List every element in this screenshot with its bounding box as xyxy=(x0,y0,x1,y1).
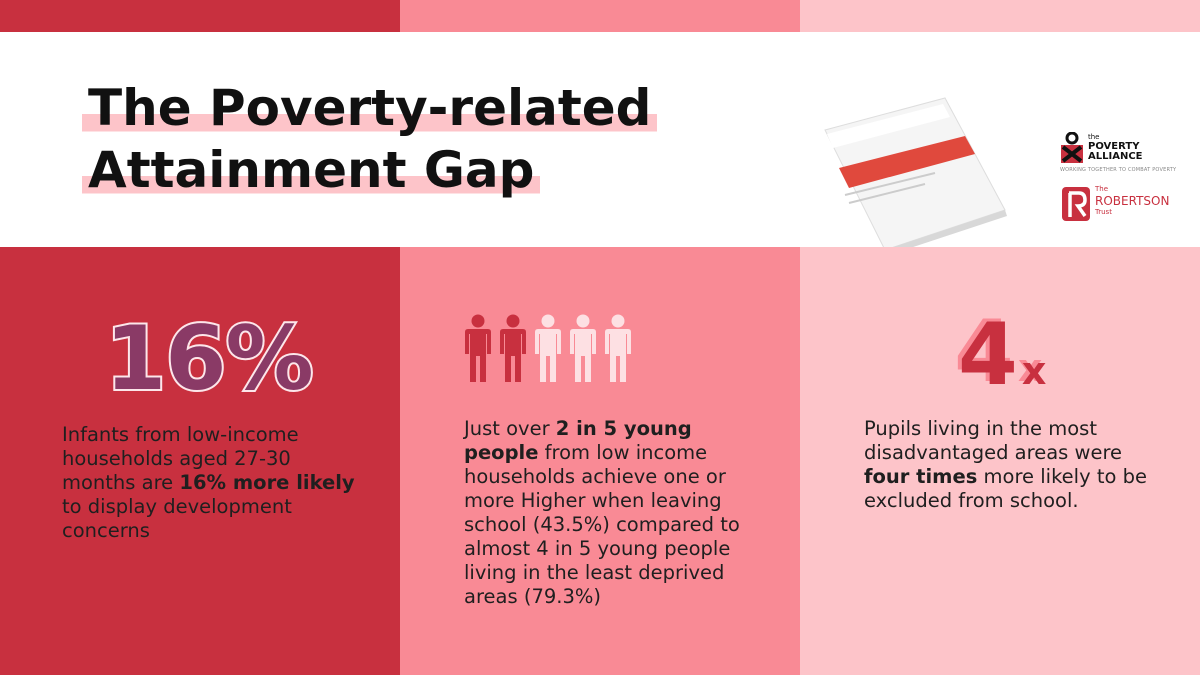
person-figure xyxy=(570,315,596,383)
poverty-alliance-line1: POVERTY xyxy=(1088,141,1140,152)
poverty-alliance-logo xyxy=(1060,132,1190,164)
people-icon xyxy=(464,314,644,384)
poverty-alliance-logo-icon xyxy=(1060,132,1084,164)
stat-description-higher: Just over 2 in 5 young people from low income households achieve one or more Higher when leaving school (43.5%) compared to almost 4 in 5 young people living in the least deprived areas (79.3%) xyxy=(464,417,740,608)
stat-panel-exclusion xyxy=(800,247,1200,675)
stat-panels xyxy=(0,247,1200,675)
top-bar-segment-light xyxy=(800,0,1200,32)
poverty-alliance-tagline: WORKING TOGETHER TO COMBAT POVERTY xyxy=(1060,167,1177,173)
robertson-trust-name: ROBERTSON xyxy=(1095,194,1170,208)
stat-description-exclusion: Pupils living in the most disadvantaged areas were four times more likely to be excluded from school. xyxy=(864,417,1147,512)
person-figure xyxy=(605,315,631,383)
partner-logos xyxy=(1060,132,1190,223)
top-color-bar xyxy=(0,0,1200,32)
stat-panel-development xyxy=(0,247,400,675)
stat-figure-four-times: 4 x xyxy=(958,305,1047,405)
robertson-trust-the: The xyxy=(1095,185,1109,193)
top-bar-segment-dark xyxy=(0,0,400,32)
poverty-alliance-line2: ALLIANCE xyxy=(1088,151,1143,162)
stat-description-development: Infants from low-income households aged 27-30 months are 16% more likely to display development concerns xyxy=(62,423,355,542)
stat-figure-16-percent: 16% xyxy=(105,307,313,410)
stat-panel-higher xyxy=(400,247,800,675)
person-figure xyxy=(535,315,561,383)
top-bar-segment-mid xyxy=(400,0,800,32)
person-figure-highlighted xyxy=(465,315,491,383)
robertson-trust-logo-icon xyxy=(1060,185,1092,223)
title-line-2: Attainment Gap xyxy=(82,139,540,201)
title-line-1: The Poverty-related xyxy=(82,77,657,139)
report-cover-image xyxy=(815,90,1015,255)
header xyxy=(0,32,1200,247)
person-figure-highlighted xyxy=(500,315,526,383)
page-title xyxy=(82,77,702,201)
robertson-trust-logo xyxy=(1060,185,1190,223)
robertson-trust-trust: Trust xyxy=(1095,208,1112,216)
poverty-alliance-the: the xyxy=(1088,133,1100,141)
